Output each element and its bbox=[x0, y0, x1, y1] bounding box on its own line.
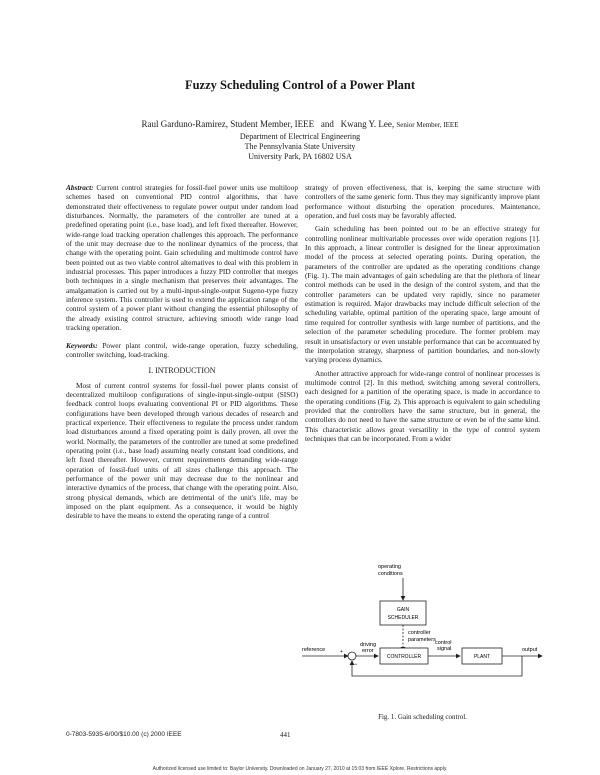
left-column bbox=[66, 183, 298, 525]
multimode-paragraph: Another attractive approach for wide-range control of nonlinear processes is multimode control [2]. In this method, switching among several controllers, each designed for a partition of the operating space, is made in accordance to the operating conditions (Fig. 2). This approach is equivalent to gain scheduling provided that the controllers have the same structure, but in general, the controllers do not need to have the same structure or even be of the same kind. This characteristic allows great versatility in the type of control system techniques that can be incorporated. From a wider bbox=[305, 368, 540, 443]
minus-sign-icon: − bbox=[354, 662, 358, 668]
keywords-text: Power plant control, wide-range operation, fuzzy scheduling, controller switching, load-tracking. bbox=[66, 340, 298, 359]
plant-label: PLANT bbox=[473, 654, 491, 660]
author-2-name: Kwang Y. Lee, bbox=[340, 119, 395, 129]
gain-scheduling-diagram bbox=[300, 560, 545, 710]
author-1-role: Student Member, IEEE bbox=[230, 119, 315, 129]
error-label: driving bbox=[360, 642, 377, 648]
figure-caption: Fig. 1. Gain scheduling control. bbox=[378, 713, 467, 721]
section-heading-introduction: I. INTRODUCTION bbox=[148, 366, 216, 376]
author-2-role: Senior Member, IEEE bbox=[396, 121, 459, 129]
right-column bbox=[305, 183, 540, 447]
controller-parameters-label: controller bbox=[408, 630, 431, 636]
affiliation-line: Department of Electrical Engineering bbox=[239, 132, 361, 141]
gain-scheduler-label-2: SCHEDULER bbox=[387, 615, 419, 621]
copyright-line: 0-7803-5935-6/00/$10.00 (c) 2000 IEEE bbox=[66, 731, 182, 738]
abstract-text: Current control strategies for fossil-fuel power units use multiloop schemes based on conventional PID control algorithms, that have demonstrated their effectiveness to regulate power output under random load disturbances. Normally, the parameters of the controller are tuned at a predefined operating point (i.e., base load), and left fixed thereafter. However, wide-range load tracking operation challenges this approach. The performance of the unit may decrease due to the nonlinear dynamics of the process, that change with the operating point. Gain scheduling and multimode control have been pointed out as two viable control alternatives to deal with this problem in industrial processes. This paper introduces a fuzzy PID controller that merges both techniques in a single mechanism that preserves their advantages. The amalgamation is carried out by a multi-input-single-output Sugeno-type fuzzy inference system. This controller is used to extend the application range of the control system of a power plant without changing the essential philosophy of the already existing control structure, achieving smooth wide range load tracking operation. bbox=[66, 183, 298, 333]
gain-scheduler-label: GAIN bbox=[396, 607, 410, 613]
operating-conditions-label: operating bbox=[378, 564, 401, 570]
control-signal-label-2: signal bbox=[437, 646, 452, 652]
page-number: 441 bbox=[280, 731, 291, 739]
summing-junction bbox=[348, 652, 356, 660]
control-signal-label: control bbox=[435, 640, 452, 646]
affiliation-line: The Pennsylvania State University bbox=[244, 142, 356, 151]
authors-line bbox=[0, 119, 600, 129]
operating-conditions-label-2: conditions bbox=[378, 571, 403, 577]
gain-scheduling-paragraph: Gain scheduling has been pointed out to be an effective strategy for controlling nonlinear multivariable processes over wide operation regions [1]. In this approach, a linear controller is designed for the linear approximation model of the process at selected operating points. During operation, the parameters of the controller are updated as the operating conditions change (Fig. 1). The main advantages of gain scheduling are that the plethora of linear control methods can be used in the design of the control system, and that the controller parameters can be updated very rapidly, since no parameter estimation is required. Major drawbacks may include difficult selection of the scheduling variable, optimal partition of the operating space, large amount of time required for controller synthesis with large number of partitions, and the selection of the parameter scheduling procedure. The former problem may result in unsatisfactory or even unstable performance that can be accentuated by the interpolation strategy, sharpness of partition boundaries, and non-slowly varying process dynamics. bbox=[305, 224, 540, 365]
keywords-label: Keywords: bbox=[66, 340, 98, 350]
gain-scheduler-block bbox=[380, 601, 426, 625]
paper-title: Fuzzy Scheduling Control of a Power Plant bbox=[184, 78, 416, 92]
intro-paragraph: Most of current control systems for fossil-fuel power plants consist of decentralized multiloop configurations of single-input-single-output (SISO) feedback control loops evaluating conventional PI or PID algorithms. These configurations have been developed through various decades of research and practical experience. Their effectiveness to regulate the process under random load disturbances around a fixed operating point is daily proven, all over the world. Normally, the parameters of the controller are tuned at some predefined operating point (i.e., base load) assuming nearly constant load conditions, and left fixed thereafter. However, current requirements demanding wide-range operation of fossil-fuel units of all sizes challenge this approach. The performance of the power unit may decrease due to the nonlinear and interactive dynamics of the process, that change with the operating point. Also, strong physical demands, which are detrimental of the unit's life, may be imposed on the plant equipment. As a consequence, it would be highly desirable to have the means to extend the operating range of a control bbox=[66, 380, 298, 521]
authors-and: and bbox=[320, 119, 334, 129]
plus-sign-icon: + bbox=[340, 649, 343, 655]
affiliation-line: University Park, PA 16802 USA bbox=[248, 152, 352, 161]
controller-parameters-label-2: parameters bbox=[408, 637, 436, 643]
authorized-use-notice: Authorized licensed use limited to: Baylor University. Downloaded on January 27, 2010 at 15:03 from IEEE Xplore. Restrictions apply. bbox=[152, 766, 448, 772]
affiliation bbox=[0, 132, 600, 162]
right-paragraph-continued: strategy of proven effectiveness, that is, keeping the same structure with controllers of the same generic form. Thus they may significantly improve plant performance without disturbing the operation procedures. Maintenance, operation, and fuel costs may be favorably affected. bbox=[305, 183, 540, 221]
author-1-name: Raul Garduno-Ramirez, bbox=[141, 119, 228, 129]
abstract-label: Abstract: bbox=[66, 183, 94, 192]
error-label-2: error bbox=[362, 648, 374, 654]
abstract bbox=[66, 183, 298, 333]
keywords bbox=[66, 341, 298, 360]
controller-label: CONTROLLER bbox=[386, 654, 422, 660]
output-label: output bbox=[522, 647, 538, 653]
reference-label: reference bbox=[302, 647, 326, 653]
